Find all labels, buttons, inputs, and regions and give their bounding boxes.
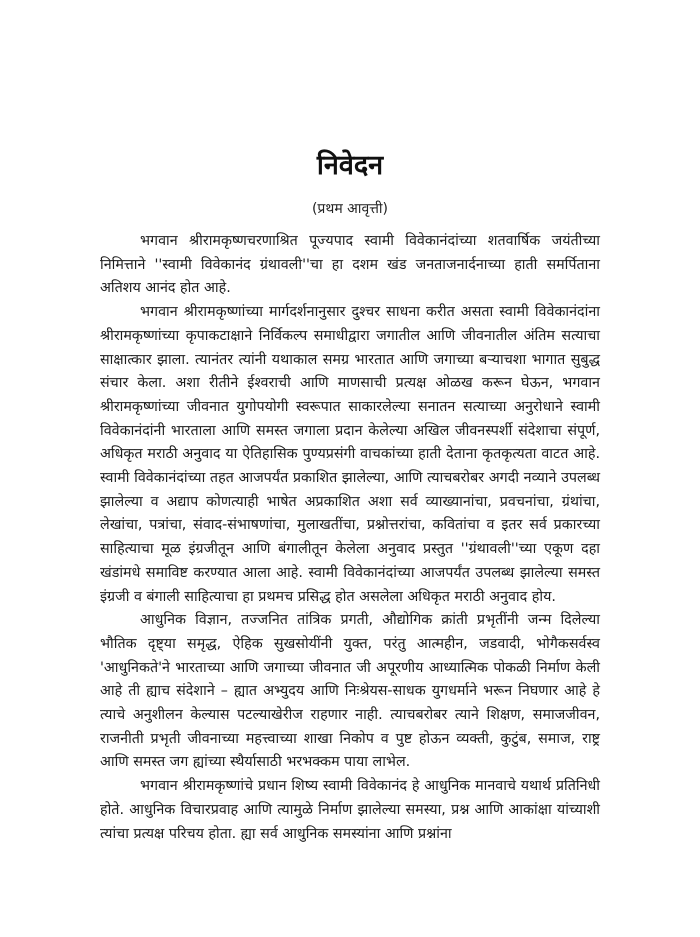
body-text bbox=[100, 230, 600, 846]
paragraph: आधुनिक विज्ञान, तज्जनित तांत्रिक प्रगती, औद्योगिक क्रांती प्रभृतींनी जन्म दिलेल्या भौतिक दृष्ट्या समृद्ध, ऐहिक सुखसोयींनी युक्त, परंतु आत्महीन, जडवादी, भोगैकसर्वस्व 'आधुनिकते'ने भारताच्या आणि जगाच्या जीवनात जी अपूरणीय आध्यात्मिक पोकळी निर्माण केली आहे ती ह्याच संदेशाने – ह्यात अभ्युदय आणि निःश्रेयस-साधक युगधर्माने भरून निघणार आहे हे त्याचे अनुशीलन केल्यास पटल्याखेरीज राहणार नाही. त्याचबरोबर त्याने शिक्षण, समाजजीवन, राजनीती प्रभृती जीवनाच्या महत्त्वाच्या शाखा निकोप व पुष्ट होऊन व्यक्ती, कुटुंब, समाज, राष्ट्र आणि समस्त जग ह्यांच्या स्थैर्यासाठी भरभक्कम पाया लाभेल. bbox=[100, 612, 600, 771]
paragraph: भगवान श्रीरामकृष्णांच्या मार्गदर्शनानुसार दुश्चर साधना करीत असता स्वामी विवेकानंदांना श्रीरामकृष्णांच्या कृपाकटाक्षाने निर्विकल्प समाधीद्वारा जगातील आणि जीवनातील अंतिम सत्याचा साक्षात्कार झाला. त्यानंतर त्यांनी यथाकाल समग्र भारतात आणि जगाच्या बऱ्याचशा भागात सुबुद्ध संचार केला. अशा रीतीने ईश्वराची आणि माणसाची प्रत्यक्ष ओळख करून घेऊन, भगवान श्रीरामकृष्णांच्या जीवनात युगोपयोगी स्वरूपात साकारलेल्या सनातन सत्याच्या अनुरोधाने स्वामी विवेकानंदांनी भारताला आणि समस्त जगाला प्रदान केलेल्या अखिल जीवनस्पर्शी संदेशाचा संपूर्ण, अधिकृत मराठी अनुवाद या ऐतिहासिक पुण्यप्रसंगी वाचकांच्या हाती देताना कृतकृत्यता वाटत आहे. स्वामी विवेकानंदांच्या तहत आजपर्यंत प्रकाशित झालेल्या, आणि त्याचबरोबर अगदी नव्याने उपलब्ध झालेल्या व अद्याप कोणत्याही भाषेत अप्रकाशित अशा सर्व व्याख्यानांचा, प्रवचनांचा, ग्रंथांचा, लेखांचा, पत्रांचा, संवाद-संभाषणांचा, मुलाखतींचा, प्रश्नोत्तरांचा, कवितांचा व इतर सर्व प्रकारच्या साहित्याचा मूळ इंग्रजीतून आणि बंगालीतून केलेला अनुवाद प्रस्तुत ''ग्रंथावली''च्या एकूण दहा खंडांमधे समाविष्ट करण्यात आला आहे. स्वामी विवेकानंदांच्या आजपर्यंत उपलब्ध झालेल्या समस्त इंग्रजी व बंगाली साहित्याचा हा प्रथमच प्रसिद्ध होत असलेला अधिकृत मराठी अनुवाद होय. bbox=[100, 304, 600, 605]
page-subtitle: (प्रथम आवृत्ती) bbox=[311, 201, 389, 217]
page-title: निवेदन bbox=[316, 150, 384, 181]
paragraph: भगवान श्रीरामकृष्णांचे प्रधान शिष्य स्वामी विवेकानंद हे आधुनिक मानवाचे यथार्थ प्रतिनिधी होते. आधुनिक विचारप्रवाह आणि त्यामुळे निर्माण झालेल्या समस्या, प्रश्न आणि आकांक्षा यांच्याशी त्यांचा प्रत्यक्ष परिचय होता. ह्या सर्व आधुनिक समस्यांना आणि प्रश्नांना bbox=[100, 778, 600, 842]
paragraph: भगवान श्रीरामकृष्णचरणाश्रित पूज्यपाद स्वामी विवेकानंदांच्या शतवार्षिक जयंतीच्या निमित्ताने ''स्वामी विवेकानंद ग्रंथावली''चा हा दशम खंड जनताजनार्दनाच्या हाती समर्पिताना अतिशय आनंद होत आहे. bbox=[100, 233, 600, 297]
